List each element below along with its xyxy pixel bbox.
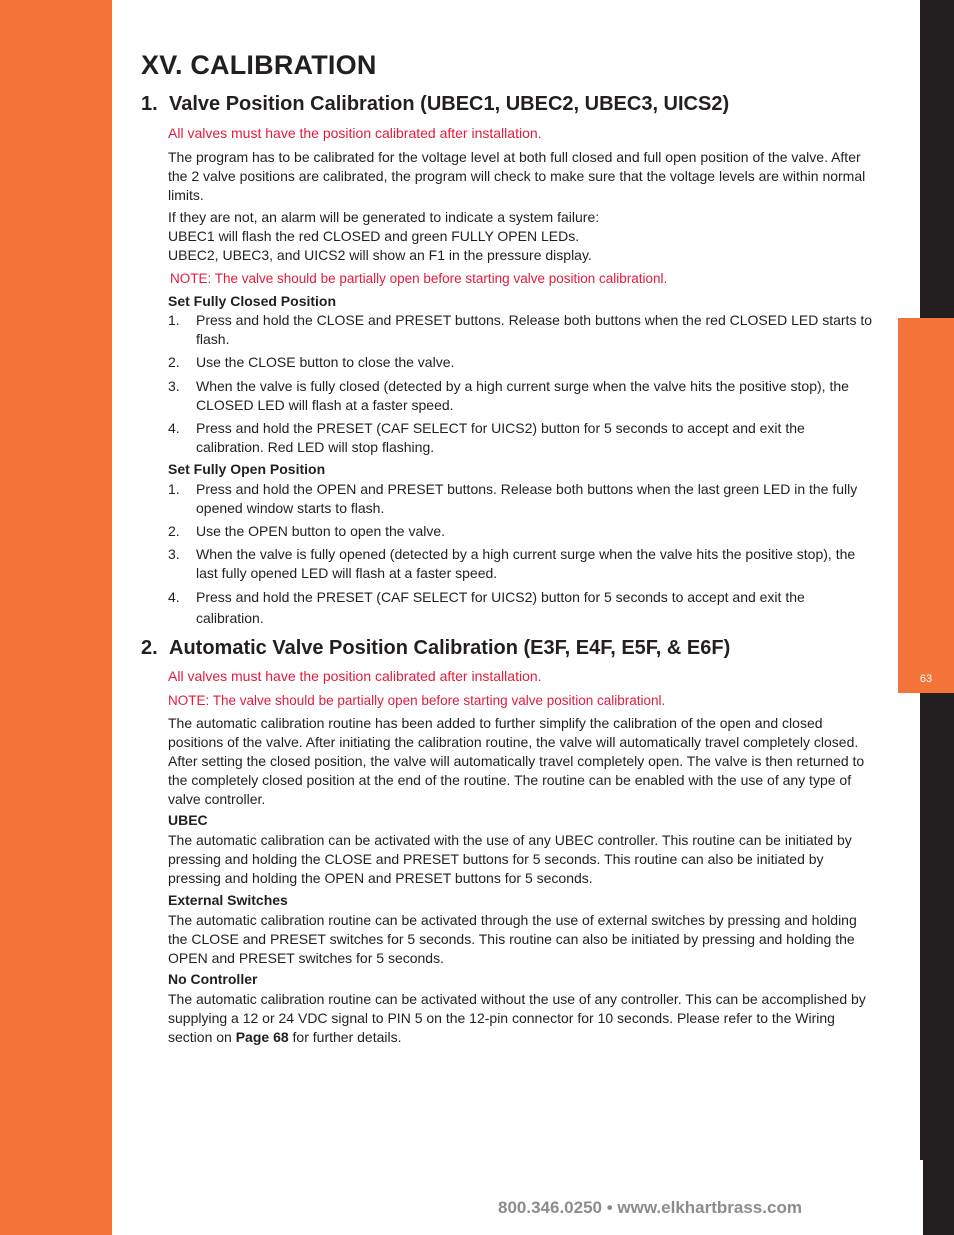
text-span: for further details. <box>288 1029 402 1045</box>
list-text: When the valve is fully closed (detected by a high current surge when the valve hits the positive stop), the CLOSED LED will flash at a faster speed. <box>196 378 849 413</box>
list-item <box>168 419 873 457</box>
section-2-heading <box>141 637 730 660</box>
list-text: Use the CLOSE button to close the valve. <box>196 354 455 370</box>
list-number: 4. <box>168 420 180 436</box>
list-number: 2. <box>168 523 180 539</box>
list-text: Press and hold the PRESET (CAF SELECT for UICS2) button for 5 seconds to accept and exit the calibration. Red LED will stop flashing. <box>196 420 805 455</box>
note: NOTE: The valve should be partially open before starting valve position calibrationl. <box>170 271 668 286</box>
subheading-closed: Set Fully Closed Position <box>168 293 337 309</box>
section-title: Valve Position Calibration (UBEC1, UBEC2, UBEC3, UICS2) <box>169 93 730 115</box>
text-line: UBEC1 will flash the red CLOSED and green FULLY OPEN LEDs. <box>168 228 580 244</box>
section-number: 1. <box>141 93 158 115</box>
list-item <box>168 480 873 518</box>
list-text: Press and hold the CLOSE and PRESET buttons. Release both buttons when the red CLOSED LED starts to flash. <box>196 312 873 347</box>
note: NOTE: The valve should be partially open before starting valve position calibrationl. <box>168 693 666 708</box>
paragraph: The automatic calibration can be activated with the use of any UBEC controller. This routine can be initiated by pressing and holding the CLOSE and PRESET buttons for 5 seconds. This routine can also be initiated by pressing and holding the OPEN and PRESET buttons for 5 seconds. <box>168 832 852 886</box>
list-item <box>168 545 873 583</box>
text-line: UBEC2, UBEC3, and UICS2 will show an F1 in the pressure display. <box>168 247 592 263</box>
paragraph <box>168 990 873 1047</box>
list-item <box>168 522 873 541</box>
list-item <box>168 377 873 415</box>
bar-gap <box>920 1160 923 1235</box>
section-title: Automatic Valve Position Calibration (E3F, E4F, E5F, & E6F) <box>169 637 731 659</box>
page-number: 63 <box>919 673 933 685</box>
footer-contact: 800.346.0250 • www.elkhartbrass.com <box>498 1198 802 1217</box>
list-text: Press and hold the OPEN and PRESET buttons. Release both buttons when the last green LED in the fully opened window starts to flash. <box>196 481 858 516</box>
list-number: 3. <box>168 378 180 394</box>
list-text: When the valve is fully opened (detected by a high current surge when the valve hits the positive stop), the last fully opened LED will flash at a faster speed. <box>196 546 856 581</box>
list-item <box>168 353 873 372</box>
alarm-paragraph <box>168 208 873 265</box>
list-number: 1. <box>168 481 180 497</box>
paragraph: The automatic calibration routine has been added to further simplify the calibration of the open and closed positions of the valve. After initiating the calibration routine, the valve will automatically travel completely closed. After setting the closed position, the valve will automatically travel completely open. The valve is then returned to the completely closed position at the end of the routine. The routine can be enabled with the use of any type of valve controller. <box>168 715 865 807</box>
text-line: If they are not, an alarm will be generated to indicate a system failure: <box>168 209 600 225</box>
section-number: 2. <box>141 637 158 659</box>
list-number: 3. <box>168 546 180 562</box>
page-reference-link[interactable]: Page 68 <box>235 1029 289 1045</box>
paragraph: The automatic calibration routine can be activated through the use of external switches by pressing and holding the CLOSE and PRESET switches for 5 seconds. This routine can also be initiated by pressing and holding the OPEN and PRESET switches for 5 seconds. <box>168 912 857 966</box>
page-tab <box>898 318 954 693</box>
left-orange-bar <box>0 0 112 1235</box>
red-notice: All valves must have the position calibrated after installation. <box>168 668 542 684</box>
subheading-open: Set Fully Open Position <box>168 461 326 477</box>
list-item <box>168 587 873 629</box>
list-number: 4. <box>168 589 180 605</box>
section-1-heading <box>141 93 729 116</box>
list-number: 2. <box>168 354 180 370</box>
subheading-ubec: UBEC <box>168 812 208 828</box>
subheading-external: External Switches <box>168 892 288 908</box>
list-text: Use the OPEN button to open the valve. <box>196 523 446 539</box>
text-span: The automatic calibration routine can be activated without the use of any controller. This can be accomplished by supplying a 12 or 24 VDC signal to PIN 5 on the 12-pin connector for 10 seconds. Please refer to the Wiring section on <box>168 991 866 1045</box>
list-text: Press and hold the PRESET (CAF SELECT for UICS2) button for 5 seconds to accept and exit the calibration. <box>196 589 805 626</box>
paragraph: The program has to be calibrated for the voltage level at both full closed and full open position of the valve. After the 2 valve positions are calibrated, the program will check to make sure that the voltage levels are within normal limits. <box>168 149 866 203</box>
subheading-no-controller: No Controller <box>168 971 258 987</box>
list-number: 1. <box>168 312 180 328</box>
list-item <box>168 311 873 349</box>
red-notice: All valves must have the position calibrated after installation. <box>168 125 542 141</box>
page-title: XV. CALIBRATION <box>141 50 377 80</box>
